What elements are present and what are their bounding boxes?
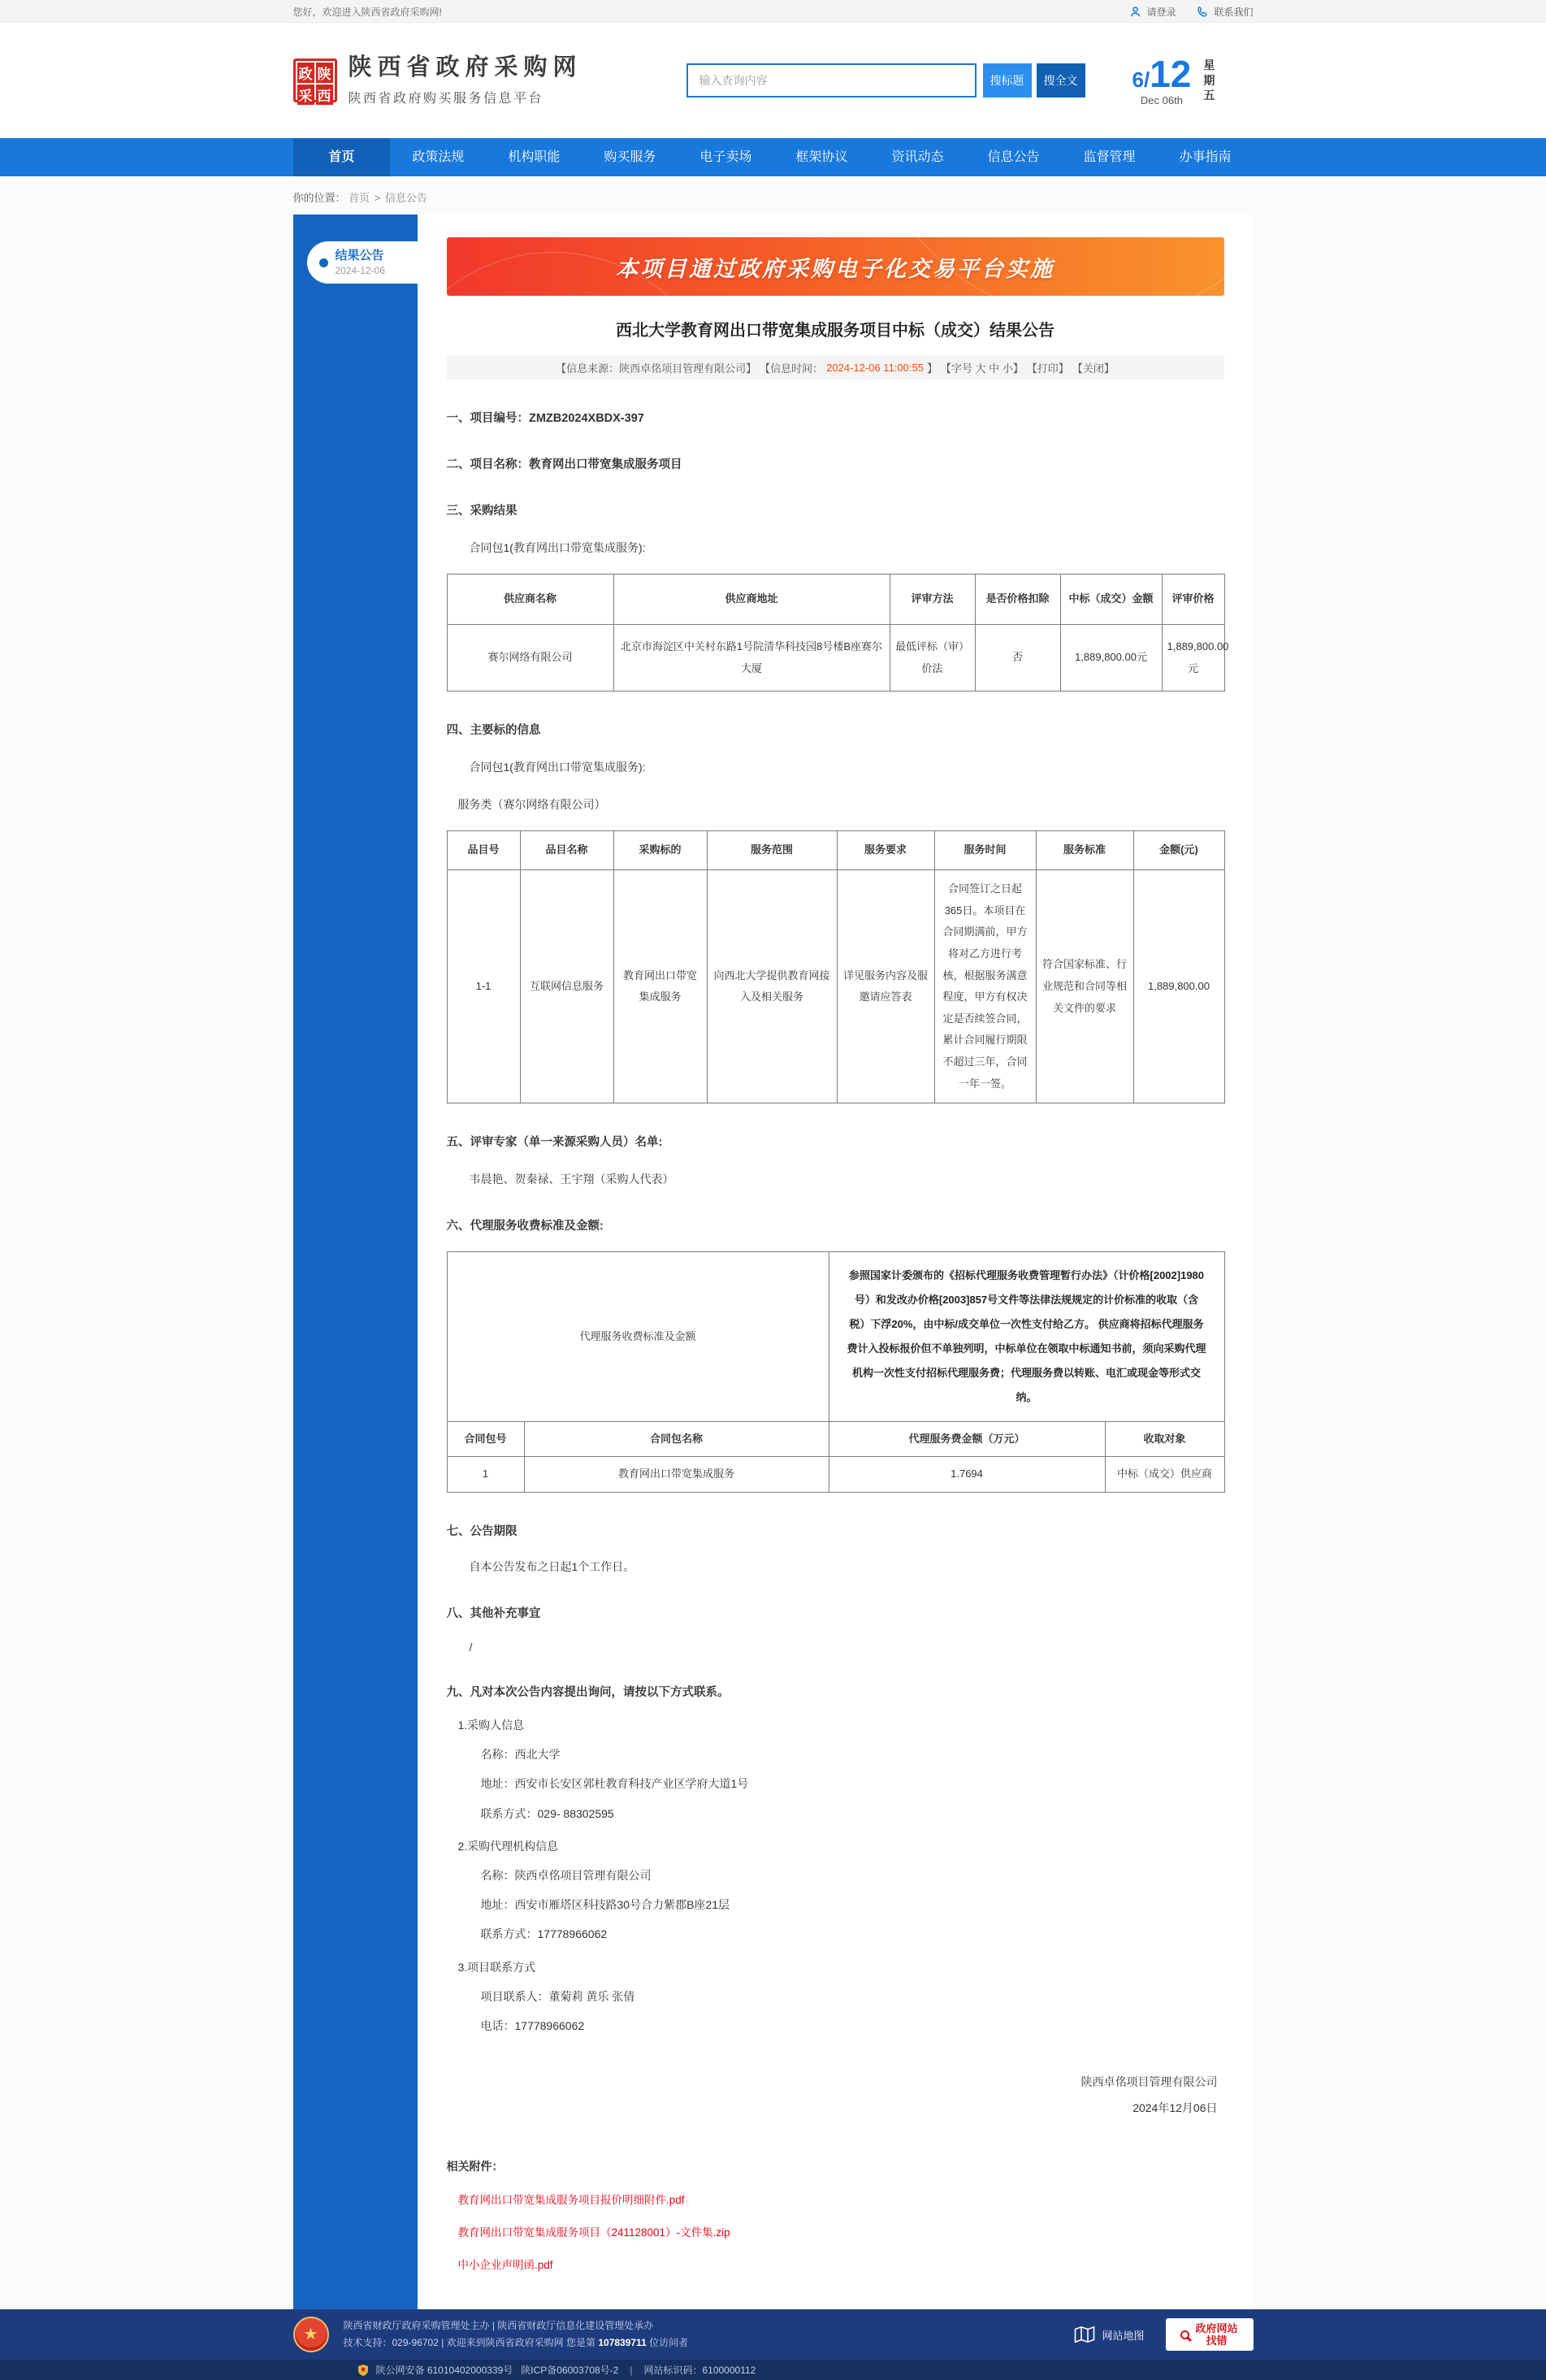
section-3-heading: 三、采购结果 [446,505,517,518]
table-header-row: 品目号 品目名称 采购标的 服务范围 服务要求 服务时间 服务标准 金额(元) [447,831,1224,870]
item-number: 1-1 [447,870,520,1103]
sidebar-category-tab[interactable] [307,241,418,284]
supplier-address: 北京市海淀区中关村东路1号院清华科技园8号楼B座赛尔大厦 [613,625,890,691]
nav-item-functions[interactable]: 机构职能 [508,150,561,164]
table-row [447,870,1224,1103]
date-day: 12 [1150,52,1192,95]
font-size-control[interactable]: 【字号 大 中 小】 [940,362,1024,375]
breadcrumb-prefix: 你的位置： [292,192,346,204]
breadcrumb [293,189,1254,205]
icp-filing[interactable]: 陕ICP备06003708号-2 [521,2365,619,2377]
service-time: 合同签订之日起365日。本项目在合同期满前，甲方将对乙方进行考核，根据服务满意程度，甲方有权决定是否续签合同，累计合同履行期限不超过三年，合同一年一签。 [934,870,1036,1103]
agency-address: 地址：西安市雁塔区科技路30号合力紫郡B座21层 [480,1898,730,1912]
sidebar [293,215,418,2309]
site-identification-code: 网站标识码：6100000112 [643,2365,756,2377]
service-requirement: 详见服务内容及服邀请应答表 [837,870,934,1103]
security-filing[interactable]: 陕公网安备 61010402000339号 [375,2365,513,2377]
search-title-button[interactable]: 搜标题 [983,63,1032,98]
item-name: 互联网信息服务 [520,870,613,1103]
purchaser-name: 名称：西北大学 [480,1748,561,1762]
project-name: 教育网出口带宽集成服务项目 [529,458,682,471]
search-fulltext-button[interactable]: 搜全文 [1037,63,1085,98]
attachment-link-sme-declaration-pdf[interactable]: 中小企业声明函.pdf [457,2259,553,2272]
package-name: 教育网出口带宽集成服务 [524,1457,829,1493]
utility-bar [0,0,1546,23]
signature-company: 陕西卓佲项目管理有限公司 [1080,2075,1218,2089]
nav-item-announcements[interactable]: 信息公告 [987,150,1040,164]
sitemap-link[interactable]: 网站地图 [1074,2326,1144,2343]
procurement-target: 教育网出口带宽集成服务 [613,870,707,1103]
fee-standard-description: 参照国家计委颁布的《招标代理服务收费管理暂行办法》（计价格[2002]1980号）和发改办价格[2003]857号文件等法律法规规定的计价标准的收取（含税）下浮20%，由中标/成交单位一次性支付给乙方。 供应商将招标代理服务费计入投标报价但不单独列明，中标单位在领取中标通知书前，须向采购代理机构一次性支付招标代理服务费；代理服务费以转账、电汇或现金等形式交纳。 [829,1252,1224,1421]
review-method: 最低评标（审）价法 [890,625,975,691]
table-row [447,1457,1224,1493]
agency-info-group: 2.采购代理机构信息 [457,1839,559,1853]
info-time-label: 【信息时间： [760,362,824,375]
fee-standard-label: 代理服务收费标准及金额 [447,1252,829,1421]
table-row [447,1252,1224,1421]
section-7-heading: 七、公告期限 [446,1525,517,1539]
contact-us-link[interactable]: 联系我们 [1197,5,1253,19]
gov-emblem-icon: ★ [293,2317,329,2352]
review-price: 1,889,800.00元 [1162,625,1224,691]
attachment-link-quote-pdf[interactable]: 教育网出口带宽集成服务项目报价明细附件.pdf [457,2194,685,2207]
logo-seal-icon: 政 陕 采 西 [293,59,337,102]
site-logo[interactable] [293,54,582,106]
agency-fee-amount: 1.7694 [829,1457,1105,1493]
section-4-heading: 四、主要标的信息 [446,724,541,737]
purchaser-phone: 联系方式：029- 88302595 [480,1806,614,1820]
supplier-name: 赛尔网络有限公司 [447,625,613,691]
table-header-row: 供应商名称 供应商地址 评审方法 是否价格扣除 中标（成交）金额 评审价格 [447,574,1224,625]
footer-support-line: 技术支持：029-96702 | 欢迎来到陕西省政府采购网 您是第 107839711 位访问者 [343,2337,689,2349]
project-contact-names: 项目联系人：董菊莉 黄乐 张倩 [480,1989,635,2003]
gov-site-error-report-badge[interactable]: 政府网站 找错 [1166,2318,1254,2351]
attachment-link-fileset-zip[interactable]: 教育网出口带宽集成服务项目（241128001）-文件集.zip [457,2226,730,2239]
breadcrumb-separator: > [374,192,381,204]
section-4-package: 合同包1(教育网出口带宽集成服务): [469,761,646,774]
package-number: 1 [447,1457,524,1493]
breadcrumb-home-link[interactable]: 首页 [349,192,370,204]
section-5-heading: 五、评审专家（单一来源采购人员）名单: [446,1136,663,1150]
footer-filing-bar: 陕公网安备 61010402000339号 陕ICP备06003708号-2 | 网站标识码：6100000112 [0,2360,1546,2380]
agency-name: 名称：陕西卓佲项目管理有限公司 [480,1868,652,1882]
section-8-heading: 八、其他补充事宜 [446,1607,541,1621]
signature-block [447,2069,1224,2121]
article-title: 西北大学教育网出口带宽集成服务项目中标（成交）结果公告 [616,322,1054,340]
purchaser-address: 地址：西安市长安区郭杜教育科技产业区学府大道1号 [480,1777,749,1791]
date-display [1132,52,1216,106]
public-security-shield-icon [358,2365,368,2376]
visitor-count: 107839711 [598,2337,647,2349]
info-time-close: 】 [926,362,938,375]
section-9-heading: 九、凡对本次公告内容提出询问，请按以下方式联系。 [446,1686,730,1700]
map-icon [1074,2326,1095,2343]
platform-banner [447,237,1224,296]
nav-item-news[interactable]: 资讯动态 [891,150,944,164]
project-number: ZMZB2024XBDX-397 [529,412,644,425]
info-source: 【信息来源：陕西卓佲项目管理有限公司】 [556,362,757,375]
subject-matter-table [447,830,1225,1103]
breadcrumb-current-link[interactable]: 信息公告 [385,192,428,204]
site-header [0,23,1546,138]
section-6-heading: 六、代理服务收费标准及金额: [446,1220,604,1233]
login-link[interactable]: 请登录 [1129,5,1176,19]
footer-organizer-line: 陕西省财政厅政府采购管理处主办 | 陕西省财政厅信息化建设管理处承办 [343,2320,654,2332]
section-3-package: 合同包1(教育网出口带宽集成服务): [469,541,646,554]
sidebar-category-date: 2024-12-06 [335,265,385,277]
user-icon [1129,6,1141,18]
nav-item-purchase-services[interactable]: 购买服务 [604,150,656,164]
project-contact-phone: 电话：17778966062 [480,2018,585,2032]
attachments-title: 相关附件： [446,2160,504,2174]
section-4-service-class: 服务类（赛尔网络有限公司） [457,798,606,811]
date-english: Dec 06th [1140,93,1183,106]
date-month: 6/ [1132,67,1150,92]
amount: 1,889,800.00 [1133,870,1224,1103]
sidebar-category-label: 结果公告 [335,248,384,262]
banner-text: 本项目通过政府采购电子化交易平台实施 [616,256,1054,281]
project-contact-group: 3.项目联系方式 [457,1960,536,1974]
info-time-value: 2024-12-06 11:00:55 [826,361,924,374]
nav-item-supervision[interactable]: 监督管理 [1083,150,1136,164]
table-row [447,625,1224,691]
agency-fee-table [447,1251,1225,1493]
print-button[interactable]: 【打印】 [1026,362,1069,375]
nav-item-framework[interactable]: 框架协议 [795,150,848,164]
table-header-row: 合同包号 合同包名称 代理服务费金额（万元） 收取对象 [447,1421,1224,1457]
agency-phone: 联系方式：17778966062 [480,1927,608,1941]
breadcrumb-area [0,176,1546,215]
footer [0,2309,1546,2360]
site-subtitle: 陕西省政府购买服务信息平台 [348,91,544,106]
welcome-text: 您好，欢迎进入陕西省政府采购网! [292,6,442,18]
article-info-bar [447,355,1224,379]
bullet-dot-icon [319,258,328,267]
price-deduction: 否 [975,625,1060,691]
search-bar [686,63,1085,98]
service-scope: 向西北大学提供教育网接入及相关服务 [707,870,837,1103]
award-amount: 1,889,800.00元 [1060,625,1162,691]
content-area [0,215,1546,2309]
search-input[interactable] [686,63,977,98]
close-button[interactable]: 【关闭】 [1072,362,1115,375]
date-weekday: 星期五 [1203,58,1215,102]
service-standard: 符合国家标准、行业规范和合同等相关文件的要求 [1036,870,1133,1103]
other-matters: / [469,1641,473,1654]
main-nav [0,138,1546,176]
signature-date: 2024年12月06日 [1132,2101,1218,2115]
article-card [418,215,1254,2309]
procurement-result-table [447,574,1229,691]
section-2-heading: 二、项目名称：教育网出口带宽集成服务项目 [446,458,682,471]
nav-item-guide[interactable]: 办事指南 [1179,150,1232,164]
magnifier-icon [1180,2330,1189,2339]
announcement-period: 自本公告发布之日起1个工作日。 [469,1560,635,1574]
phone-icon [1197,6,1209,18]
section-1-heading: 一、项目编号：ZMZB2024XBDX-397 [446,412,644,425]
purchaser-info-group: 1.采购人信息 [457,1719,525,1732]
nav-item-e-market[interactable]: 电子卖场 [699,150,752,164]
nav-item-policies[interactable]: 政策法规 [412,150,465,164]
site-title: 陕西省政府采购网 [348,54,582,81]
nav-item-home[interactable]: 首页 [293,138,391,176]
fee-payer: 中标（成交）供应商 [1105,1457,1224,1493]
expert-names: 韦晨艳、贺秦禄、王宇翔（采购人代表） [469,1173,674,1186]
